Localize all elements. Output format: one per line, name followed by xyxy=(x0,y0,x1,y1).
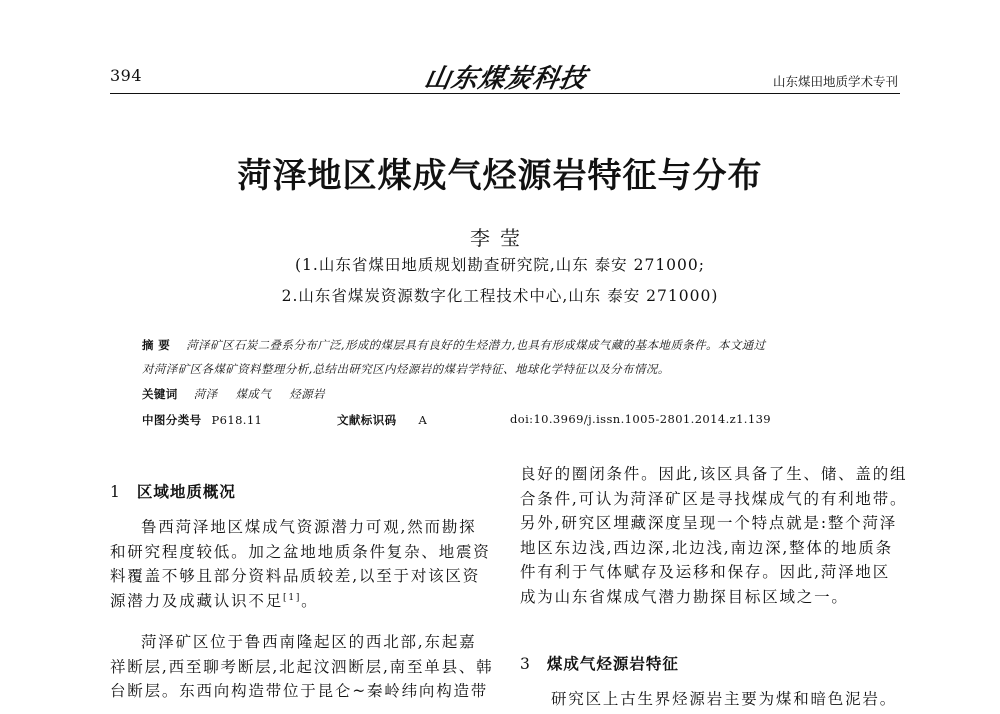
keywords-label: 关键词 xyxy=(142,387,178,401)
doi: doi:10.3969/j.issn.1005-2801.2014.z1.139 xyxy=(510,412,772,426)
abstract-line-1 xyxy=(142,337,766,353)
author-name: 李莹 xyxy=(470,226,530,250)
left-line-text: 源潜力及成藏认识不足 xyxy=(110,591,284,610)
article-title: 菏泽地区煤成气烃源岩特征与分布 xyxy=(237,156,763,196)
abstract-text-2: 对菏泽矿区各煤矿资料整理分析,总结出研究区内烃源岩的煤岩学特征、地球化学特征以及分布情况。 xyxy=(142,362,670,376)
right-line: 件有利于气体赋存及运移和保存。因此,菏泽地区 xyxy=(520,563,891,581)
abstract-line-2 xyxy=(142,361,670,377)
keywords-row xyxy=(142,386,343,402)
journal-name: 山东煤田地质学术专刊 xyxy=(772,74,898,89)
doc-code-value: A xyxy=(418,413,428,427)
keyword-2: 煤成气 xyxy=(235,387,272,401)
journal-logo: 山东煤炭科技 xyxy=(421,64,590,94)
right-line: 成为山东省煤成气潜力勘探目标区域之一。 xyxy=(520,587,849,606)
left-paragraph-2 xyxy=(110,630,493,704)
keyword-3: 烃源岩 xyxy=(289,387,325,401)
left-line: 和研究程度较低。加之盆地地质条件复杂、地震资 xyxy=(110,542,491,561)
right-line: 合条件,可认为菏泽矿区是寻找煤成气的有利地带。 xyxy=(520,489,908,508)
clc-label: 中图分类号 xyxy=(142,413,202,427)
left-line: 祥断层,西至聊考断层,北起汶泗断层,南至单县、韩 xyxy=(110,657,494,676)
left-line-end: 。 xyxy=(301,591,319,610)
section-3-title: 煤成气烃源岩特征 xyxy=(546,655,679,673)
doc-code-label: 文献标识码 xyxy=(337,413,397,427)
left-paragraph-1 xyxy=(110,515,491,613)
section-1-title: 区域地质概况 xyxy=(136,483,236,501)
right-line: 另外,研究区埋藏深度呈现一个特点就是:整个菏泽 xyxy=(520,514,898,532)
left-line: 料覆盖不够且部分资料品质较差,以至于对该区资 xyxy=(110,567,481,585)
doc-code xyxy=(337,412,427,428)
section-3-number: 3 xyxy=(520,655,531,673)
clc-value: P618.11 xyxy=(211,413,263,427)
right-line: 地区东边浅,西边深,北边浅,南边深,整体的地质条 xyxy=(520,538,893,557)
affiliation-2: 2.山东省煤炭资源数字化工程技术中心,山东 泰安 271000) xyxy=(281,287,719,305)
right-paragraph xyxy=(520,462,907,609)
citation-ref: [1] xyxy=(283,592,302,603)
left-line-with-ref xyxy=(110,589,491,614)
right-line: 研究区上古生界烃源岩主要为煤和暗色泥岩。 xyxy=(551,690,898,708)
section-1-heading xyxy=(110,480,236,502)
affiliation-1: (1.山东省煤田地质规划勘查研究院,山东 泰安 271000; xyxy=(294,256,705,274)
right-paragraph-3 xyxy=(520,687,897,712)
abstract-label: 摘 要 xyxy=(142,338,171,352)
left-line: 鲁西菏泽地区煤成气资源潜力可观,然而勘探 xyxy=(141,518,477,536)
page-number: 394 xyxy=(110,66,143,85)
right-line: 良好的圈闭条件。因此,该区具备了生、储、盖的组 xyxy=(520,465,908,483)
section-1-number: 1 xyxy=(110,483,121,501)
header-rule xyxy=(110,93,900,94)
section-3-heading xyxy=(520,652,679,674)
keyword-1: 菏泽 xyxy=(193,387,218,401)
classification-row xyxy=(142,412,842,428)
abstract-text-1: 菏泽矿区石炭二叠系分布广泛,形成的煤层具有良好的生烃潜力,也具有形成煤成气藏的基本地质条件。本文通过 xyxy=(186,338,766,352)
left-line: 菏泽矿区位于鲁西南隆起区的西北部,东起嘉 xyxy=(141,633,477,651)
left-line: 台断层。东西向构造带位于昆仑~秦岭纬向构造带 xyxy=(110,682,489,700)
